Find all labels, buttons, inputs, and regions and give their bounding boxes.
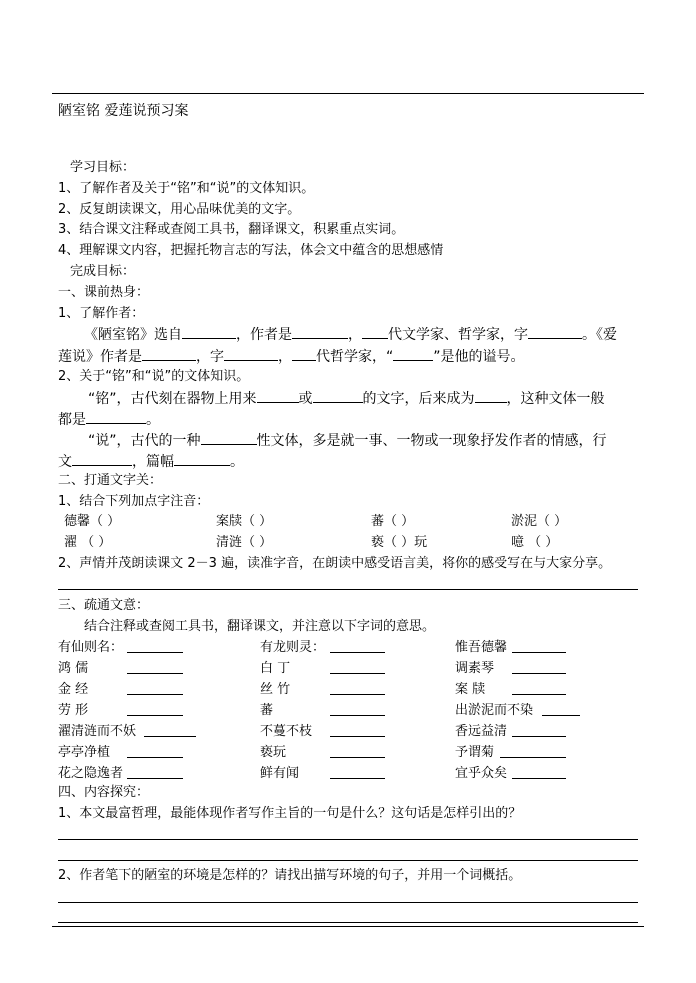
blank[interactable] [393, 348, 433, 361]
section-3-heading: 三、疏通文意： [58, 598, 150, 613]
author-line-1: 《陋室铭》选自 ，作者是 ， 代文学家、哲学家，字 。《爱 [84, 327, 617, 343]
vocab-item: 劳 形 [58, 703, 89, 718]
section-4-heading: 四、内容探究： [58, 785, 150, 800]
goal-item: 2、反复朗读课文，用心品味优美的文字。 [58, 202, 301, 217]
blank[interactable] [86, 411, 146, 424]
pinyin-item: 蕃（ ） [371, 514, 415, 529]
section-1-heading: 一、课前热身： [58, 285, 150, 300]
blank[interactable] [257, 390, 299, 403]
done-heading: 完成目标： [70, 264, 136, 279]
sec1-q2: 2、关于“铭”和“说”的文体知识。 [58, 369, 250, 384]
goals-heading: 学习目标： [70, 160, 136, 175]
vocab-blank[interactable] [127, 673, 183, 674]
pinyin-item: 德馨（ ） [64, 514, 121, 529]
vocab-blank[interactable] [512, 652, 566, 653]
vocab-blank[interactable] [144, 736, 196, 737]
shuo-line-2: 文 ，篇幅 。 [58, 454, 244, 470]
vocab-blank[interactable] [512, 694, 566, 695]
vocab-item: 香远益清 [455, 724, 508, 739]
vocab-blank[interactable] [330, 694, 385, 695]
sec4-q2: 2、作者笔下的陋室的环境是怎样的？请找出描写环境的句子，并用一个词概括。 [58, 868, 522, 883]
vocab-blank[interactable] [330, 778, 385, 779]
vocab-item: 亭亭净植 [58, 745, 111, 760]
shuo-line-1: “说”，古代的一种 性文体，多是就一事、一物或一现象抒发作者的情感，行 [88, 433, 607, 449]
answer-line[interactable] [58, 902, 638, 903]
pinyin-item: 清涟（ ） [216, 535, 273, 550]
vocab-item: 予谓菊 [455, 745, 495, 760]
blank[interactable] [313, 390, 363, 403]
vocab-item: 调素琴 [455, 661, 495, 676]
vocab-item: 金 经 [58, 682, 89, 697]
sec2-q1: 1、结合下列加点字注音： [58, 494, 210, 509]
pinyin-item: 亵（ ）玩 [371, 535, 428, 550]
sec2-q2: 2、声情并茂朗读课文 2－3 遍，读准字音，在朗读中感受语言美，将你的感受写在与大家分享。 [58, 556, 612, 571]
vocab-blank[interactable] [512, 673, 566, 674]
vocab-item: 有龙则灵： [260, 640, 326, 655]
answer-line[interactable] [58, 860, 638, 861]
answer-line[interactable] [58, 922, 638, 923]
vocab-blank[interactable] [127, 778, 183, 779]
vocab-item: 蕃 [260, 703, 274, 718]
vocab-blank[interactable] [330, 715, 385, 716]
ming-line-2: 都是 。 [58, 412, 160, 428]
blank[interactable] [475, 390, 507, 403]
blank[interactable] [362, 326, 388, 339]
vocab-blank[interactable] [330, 673, 385, 674]
pinyin-item: 噫 （ ） [511, 535, 559, 550]
section-2-heading: 二、打通文字关： [58, 473, 163, 488]
blank[interactable] [292, 326, 348, 339]
vocab-blank[interactable] [127, 757, 183, 758]
vocab-item: 案 牍 [455, 682, 486, 697]
vocab-item: 濯清涟而不妖 [58, 724, 137, 739]
ming-line-1: “铭”，古代刻在器物上用来 或 的文字，后来成为 ，这种文体一般 [88, 391, 605, 407]
vocab-item: 惟吾德馨 [455, 640, 508, 655]
goal-item: 4、理解课文内容，把握托物言志的写法，体会文中蕴含的思想感情 [58, 243, 444, 258]
vocab-blank[interactable] [512, 778, 566, 779]
goal-item: 3、结合课文注释或查阅工具书，翻译课文，积累重点实词。 [58, 222, 405, 237]
blank[interactable] [174, 453, 230, 466]
vocab-blank[interactable] [127, 694, 183, 695]
page-title: 陋室铭 爱莲说预习案 [58, 103, 189, 119]
vocab-item: 宜乎众矣 [455, 766, 508, 781]
sec1-q1: 1、了解作者： [58, 306, 145, 321]
vocab-item: 白 丁 [260, 661, 291, 676]
blank[interactable] [72, 453, 132, 466]
blank[interactable] [201, 432, 257, 445]
vocab-item: 鸿 儒 [58, 661, 89, 676]
vocab-blank[interactable] [330, 736, 385, 737]
vocab-item: 出淤泥而不染 [455, 703, 534, 718]
vocab-blank[interactable] [500, 757, 566, 758]
top-rule [52, 93, 644, 94]
blank[interactable] [142, 348, 196, 361]
pinyin-item: 濯 （ ） [64, 535, 112, 550]
answer-line[interactable] [58, 839, 638, 840]
vocab-item: 花之隐逸者 [58, 766, 124, 781]
vocab-blank[interactable] [127, 715, 183, 716]
author-line-2: 莲说》作者是 ，字 ， 代哲学家，“ ”是他的谥号。 [58, 349, 525, 365]
blank[interactable] [224, 348, 278, 361]
vocab-item: 丝 竹 [260, 682, 291, 697]
vocab-item: 有仙则名： [58, 640, 124, 655]
goal-item: 1、了解作者及关于“铭”和“说”的文体知识。 [58, 181, 315, 196]
sec4-q1: 1、本文最富哲理，最能体现作者写作主旨的一句是什么？这句话是怎样引出的？ [58, 806, 522, 821]
vocab-blank[interactable] [330, 652, 385, 653]
blank[interactable] [292, 348, 316, 361]
sec3-intro: 结合注释或查阅工具书，翻译课文，并注意以下字词的意思。 [84, 619, 436, 634]
pinyin-item: 案牍（ ） [216, 514, 273, 529]
answer-line[interactable] [58, 589, 638, 590]
vocab-item: 不蔓不枝 [260, 724, 313, 739]
vocab-item: 亵玩 [260, 745, 287, 760]
vocab-blank[interactable] [330, 757, 385, 758]
vocab-item: 鲜有闻 [260, 766, 300, 781]
vocab-blank[interactable] [542, 715, 580, 716]
blank[interactable] [182, 326, 236, 339]
blank[interactable] [528, 326, 582, 339]
pinyin-item: 淤泥（ ） [511, 514, 568, 529]
vocab-blank[interactable] [512, 736, 566, 737]
vocab-blank[interactable] [127, 652, 183, 653]
bottom-rule [52, 926, 644, 927]
